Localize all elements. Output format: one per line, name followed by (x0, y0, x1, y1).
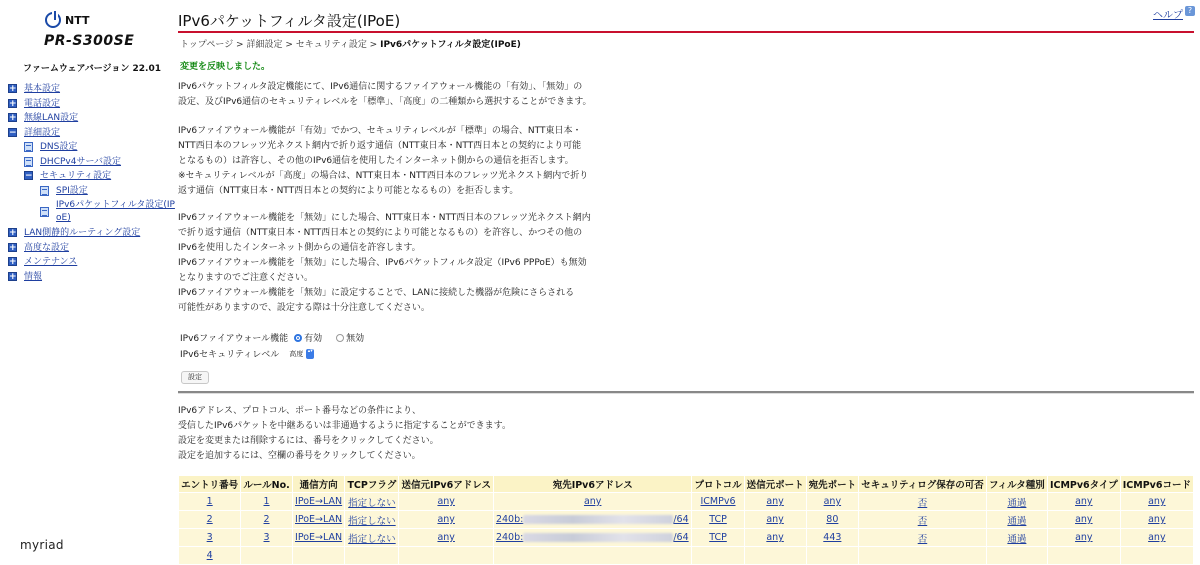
security-level-select[interactable] (289, 349, 314, 359)
document-icon (40, 207, 49, 217)
plus-box-icon[interactable]: + (9, 228, 17, 238)
plus-box-icon[interactable]: + (9, 98, 17, 109)
firewall-enabled-radio[interactable] (294, 334, 302, 342)
security-level-row (180, 347, 314, 360)
icmpv6-type-cell: any (1075, 532, 1093, 543)
select-arrows-icon[interactable]: ▴▾ (306, 349, 314, 359)
sidebar-item-label[interactable]: DHCPv4サーバ設定 (40, 156, 122, 167)
firewall-setting-row (180, 331, 364, 344)
myriad-logo: myriad (20, 538, 64, 552)
sidebar-item-label[interactable]: DNS設定 (40, 142, 78, 152)
sidebar-item-label[interactable]: 詳細設定 (24, 127, 61, 138)
src-address-cell: any (437, 514, 455, 525)
section-divider (178, 391, 1194, 394)
column-header: セキュリティログ保存の可否 (859, 476, 987, 493)
rule-number-link[interactable]: 3 (263, 532, 270, 543)
dst-address-cell: 240b: (495, 514, 524, 525)
column-header: 送信元ポート (744, 476, 806, 493)
sidebar-item-wireless[interactable] (0, 111, 170, 126)
column-header: エントリ番号 (179, 476, 241, 493)
sidebar-item-advanced[interactable] (0, 126, 170, 141)
document-icon (24, 142, 33, 152)
document-icon (24, 157, 33, 167)
sidebar-item-label[interactable]: メンテナンス (24, 257, 78, 267)
text-line: IPv6アドレス、プロトコル、ポート番号などの条件により、 (178, 406, 422, 416)
sidebar (0, 0, 175, 556)
sidebar-item-security[interactable] (0, 169, 170, 184)
sidebar-item-label[interactable]: 無線LAN設定 (24, 113, 79, 123)
dst-port-cell: 443 (823, 532, 842, 543)
firewall-disabled-label[interactable]: 無効 (346, 334, 365, 344)
description-paragraph-3 (178, 211, 648, 316)
page-title: IPv6パケットフィルタ設定(IPoE) (178, 12, 401, 30)
document-icon (40, 186, 49, 196)
text-line: NTT西日本のフレッツ光ネクスト網内で折り返す通信（NTT東日本・NTT西日本との契約により可能 (178, 141, 582, 151)
redacted-address (523, 515, 673, 524)
src-address-cell: any (437, 496, 455, 507)
text-line: IPv6ファイアウォール機能を「無効」に設定することで、LANに接続した機器が危険にさらされる (178, 288, 575, 298)
text-line: 設定を変更または削除するには、番号をクリックしてください。 (178, 436, 439, 446)
src-port-cell: any (766, 532, 784, 543)
sidebar-item-label[interactable]: 情報 (24, 271, 43, 282)
firewall-disabled-radio[interactable] (336, 334, 344, 342)
sidebar-item-label[interactable]: LAN側静的ルーティング設定 (24, 228, 141, 238)
sidebar-item-label[interactable]: IPv6パケットフィルタ設定(IP (56, 200, 175, 210)
text-line: ※セキュリティレベルが「高度」の場合は、NTT東日本・NTT西日本のフレッツ光ネクスト網内で折り (178, 171, 589, 181)
sidebar-item-label[interactable]: 高度な設定 (24, 242, 70, 253)
sidebar-item-spi[interactable] (0, 184, 170, 199)
model-name: PR-S300SE (44, 33, 135, 49)
breadcrumb-current: IPv6パケットフィルタ設定(IPoE) (380, 40, 521, 50)
ntt-logo-icon (45, 12, 61, 28)
src-address-cell: any (437, 532, 455, 543)
dst-address-cell: 240b: (495, 532, 524, 543)
description-paragraph-2 (178, 124, 648, 199)
breadcrumb-path: トップページ > 詳細設定 > セキュリティ設定 > (180, 40, 381, 50)
column-header: 送信元IPv6アドレス (399, 476, 494, 493)
log-cell: 否 (917, 515, 928, 527)
src-port-cell: any (766, 514, 784, 525)
ntt-logo (45, 12, 89, 28)
sidebar-item-label-cont[interactable]: oE) (56, 213, 71, 223)
ntt-logo-text: NTT (65, 13, 90, 27)
icmpv6-code-cell: any (1148, 532, 1166, 543)
direction-cell: IPoE→LAN (295, 496, 343, 507)
filter-rules-table (178, 475, 1194, 565)
redacted-address (523, 533, 673, 542)
text-line: 可能性がありますので、設定する際は十分注意してください。 (178, 303, 430, 313)
log-cell: 否 (917, 533, 928, 545)
help-icon[interactable]: ? (1185, 6, 1195, 16)
sidebar-item-lan-routing[interactable] (0, 226, 170, 241)
sidebar-item-maintenance[interactable] (0, 255, 170, 270)
sidebar-item-label[interactable]: セキュリティ設定 (40, 171, 112, 181)
text-line: 設定を追加するには、空欄の番号をクリックしてください。 (178, 451, 421, 461)
sidebar-item-ipv6-filter[interactable] (0, 198, 175, 226)
text-line: 設定、及びIPv6通信のセキュリティレベルを「標準」、「高度」の二種類から選択することができます。 (178, 97, 592, 107)
entry-number-link[interactable]: 2 (206, 514, 213, 525)
text-line: で折り返す通信（NTT東日本・NTT西日本との契約により可能となるもの）を許容し、かつその他の (178, 228, 583, 238)
help-link[interactable]: ヘルプ (1153, 10, 1183, 21)
column-header: 通信方向 (292, 476, 345, 493)
plus-box-icon[interactable]: + (9, 257, 17, 267)
sidebar-item-dhcpv4[interactable] (0, 155, 170, 170)
plus-box-icon[interactable]: + (9, 113, 17, 123)
sidebar-item-info[interactable] (0, 270, 170, 285)
table-row (179, 493, 1194, 511)
sidebar-item-expert[interactable] (0, 241, 170, 256)
tcp-flag-cell: 指定しない (348, 515, 396, 527)
minus-box-icon[interactable]: − (9, 127, 17, 138)
rule-number-link[interactable]: 1 (263, 496, 270, 507)
minus-box-icon[interactable]: − (25, 171, 33, 181)
filter-type-cell: 通過 (1007, 515, 1027, 527)
text-line: IPv6パケットフィルタ設定機能にて、IPv6通信に関するファイアウォール機能の「有効」、「無効」の (178, 82, 583, 92)
sidebar-item-dns[interactable] (0, 140, 170, 155)
submit-button[interactable]: 設定 (181, 371, 209, 384)
status-message: 変更を反映しました。 (180, 62, 271, 72)
table-header-row (179, 476, 1194, 493)
tcp-flag-cell: 指定しない (348, 533, 396, 545)
tcp-flag-cell: 指定しない (348, 497, 396, 509)
text-line: 返す通信（NTT東日本・NTT西日本との契約により可能となるもの）を拒否します。 (178, 186, 519, 196)
column-header: ICMPv6コード (1120, 476, 1193, 493)
breadcrumb (180, 37, 521, 50)
dst-address-cell: any (583, 496, 602, 507)
column-header: プロトコル (692, 476, 744, 493)
description-paragraph-1 (178, 80, 648, 110)
log-cell: 否 (917, 497, 928, 509)
text-line: となるもの）は許容し、その他のIPv6通信を使用したインターネット側からの通信を拒否します。 (178, 156, 574, 166)
entry-number-link[interactable]: 1 (206, 496, 213, 507)
plus-box-icon[interactable]: + (9, 242, 17, 253)
text-line: IPv6ファイアウォール機能が「有効」でかつ、セキュリティレベルが「標準」の場合、NTT東日本・ (178, 126, 582, 136)
dst-prefix-length: /64 (673, 532, 689, 543)
filter-type-cell: 通過 (1007, 533, 1027, 545)
sidebar-item-label[interactable]: SPI設定 (56, 185, 88, 196)
icmpv6-code-cell: any (1148, 514, 1166, 525)
protocol-cell: ICMPv6 (700, 496, 736, 507)
text-line: IPv6ファイアウォール機能を「無効」にした場合、NTT東日本・NTT西日本のフレッツ光ネクスト網内 (178, 213, 591, 223)
sidebar-item-phone[interactable] (0, 97, 170, 112)
direction-cell: IPoE→LAN (295, 532, 343, 543)
security-level-label: IPv6セキュリティレベル (180, 350, 280, 360)
column-header: ルールNo. (241, 476, 292, 493)
column-header: ICMPv6タイプ (1047, 476, 1120, 493)
title-divider (178, 31, 1194, 33)
sidebar-item-label[interactable]: 基本設定 (24, 84, 61, 94)
text-line: 受信したIPv6パケットを中継あるいは非通過するように指定することができます。 (178, 421, 511, 431)
text-line: IPv6ファイアウォール機能を「無効」にした場合、IPv6パケットフィルタ設定（IPv6 PPPoE）も無効 (178, 258, 587, 268)
column-header: 宛先IPv6アドレス (493, 476, 692, 493)
icmpv6-type-cell: any (1075, 514, 1093, 525)
dst-port-cell: 80 (826, 514, 839, 525)
dst-prefix-length: /64 (673, 514, 689, 525)
firewall-enabled-label[interactable]: 有効 (304, 334, 323, 344)
table-row (179, 511, 1194, 529)
text-line: IPv6を使用したインターネット側からの通信を許容します。 (178, 243, 421, 253)
sidebar-nav (0, 82, 175, 284)
plus-box-icon[interactable]: + (9, 84, 17, 94)
firewall-label: IPv6ファイアウォール機能 (180, 334, 289, 344)
entry-number-link[interactable]: 4 (206, 550, 213, 561)
column-header: TCPフラグ (345, 476, 399, 493)
icmpv6-code-cell: any (1148, 496, 1166, 507)
icmpv6-type-cell: any (1075, 496, 1093, 507)
protocol-cell: TCP (709, 532, 727, 543)
security-level-value[interactable]: 高度 (289, 349, 304, 358)
sidebar-item-label[interactable]: 電話設定 (24, 98, 61, 109)
direction-cell: IPoE→LAN (295, 514, 343, 525)
text-line: となりますのでご注意ください。 (178, 273, 314, 283)
table-row (179, 529, 1194, 547)
column-header: フィルタ種別 (986, 476, 1047, 493)
filter-intro (178, 404, 648, 464)
sidebar-item-basic[interactable] (0, 82, 170, 97)
firmware-version: ファームウェアバージョン 22.01 (23, 64, 161, 74)
entry-number-link[interactable]: 3 (206, 532, 213, 543)
column-header: 宛先ポート (806, 476, 859, 493)
protocol-cell: TCP (709, 514, 727, 525)
plus-box-icon[interactable]: + (9, 271, 17, 282)
dst-port-cell: any (823, 496, 842, 507)
rule-number-link[interactable]: 2 (263, 514, 270, 525)
filter-type-cell: 通過 (1007, 497, 1027, 509)
src-port-cell: any (766, 496, 784, 507)
